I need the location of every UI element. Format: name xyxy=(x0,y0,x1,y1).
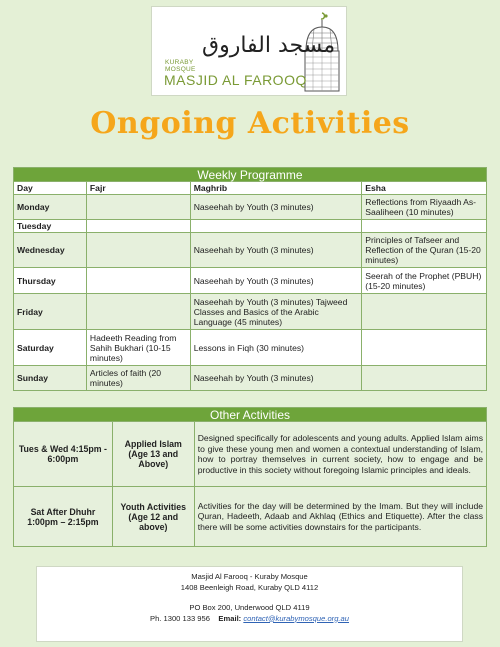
maghrib-cell: Naseehah by Youth (3 minutes) xyxy=(190,268,362,294)
activity-row xyxy=(14,487,487,547)
footer-po-box: PO Box 200, Underwood QLD 4119 xyxy=(189,603,310,612)
fajr-cell xyxy=(86,294,190,330)
footer-street-address: 1408 Beenleigh Road, Kuraby QLD 4112 xyxy=(180,582,319,592)
fajr-cell xyxy=(86,220,190,233)
page-title: Ongoing Activities xyxy=(90,106,410,141)
activity-title-cell: Applied Islam (Age 13 and Above) xyxy=(112,422,194,487)
other-activities-table xyxy=(13,407,487,547)
activity-description-cell: Designed specifically for adolescents and young adults. Applied Islam aims to give these young men and women a contextual understanding of Islam, how to portray themselves in current society, how to engage and be productive in this society without foregoing Islamic principles and ideals. xyxy=(194,422,486,487)
maghrib-cell: Naseehah by Youth (3 minutes) Tajweed Classes and Basics of the Arabic Language (45 minutes) xyxy=(190,294,362,330)
day-cell: Thursday xyxy=(14,268,87,294)
mosque-logo xyxy=(151,6,347,96)
logo-small-text: KURABY MOSQUE xyxy=(165,59,196,73)
column-header-esha: Esha xyxy=(362,182,487,195)
weekly-programme-heading: Weekly Programme xyxy=(14,168,487,182)
fajr-cell xyxy=(86,195,190,220)
logo-arabic-text: مسجد الفاروق xyxy=(202,33,336,58)
table-row xyxy=(14,195,487,220)
day-cell: Monday xyxy=(14,195,87,220)
footer-contact-line xyxy=(37,614,462,625)
day-cell: Wednesday xyxy=(14,233,87,268)
footer-email-link[interactable]: contact@kurabymosque.org.au xyxy=(243,613,349,623)
esha-cell: Seerah of the Prophet (PBUH) (15-20 minutes) xyxy=(362,268,487,294)
fajr-cell xyxy=(86,233,190,268)
weekly-programme-table xyxy=(13,167,487,391)
activity-when-cell: Tues & Wed 4:15pm - 6:00pm xyxy=(14,422,113,487)
column-header-maghrib: Maghrib xyxy=(190,182,362,195)
table-row xyxy=(14,233,487,268)
maghrib-cell xyxy=(190,220,362,233)
esha-cell: Principles of Tafseer and Reflection of the Quran (15-20 minutes) xyxy=(362,233,487,268)
footer-name: Masjid Al Farooq - Kuraby Mosque xyxy=(191,572,308,581)
footer-phone: Ph. 1300 133 956 xyxy=(150,613,210,623)
esha-cell: Reflections from Riyaadh As-Saaliheen (10 minutes) xyxy=(362,195,487,220)
logo-english-text: MASJID AL FAROOQ xyxy=(164,72,307,88)
day-cell: Saturday xyxy=(14,330,87,366)
maghrib-cell: Lessons in Fiqh (30 minutes) xyxy=(190,330,362,366)
table-row xyxy=(14,294,487,330)
table-row xyxy=(14,366,487,391)
fajr-cell: Articles of faith (20 minutes) xyxy=(86,366,190,391)
column-header-fajr: Fajr xyxy=(86,182,190,195)
day-cell: Friday xyxy=(14,294,87,330)
maghrib-cell: Naseehah by Youth (3 minutes) xyxy=(190,233,362,268)
other-activities-heading: Other Activities xyxy=(14,408,487,422)
activity-row xyxy=(14,422,487,487)
esha-cell xyxy=(362,294,487,330)
contact-footer xyxy=(36,566,463,642)
esha-cell xyxy=(362,220,487,233)
footer-email-label: Email: xyxy=(218,613,242,623)
fajr-cell xyxy=(86,268,190,294)
day-cell: Tuesday xyxy=(14,220,87,233)
esha-cell xyxy=(362,330,487,366)
maghrib-cell: Naseehah by Youth (3 minutes) xyxy=(190,195,362,220)
fajr-cell: Hadeeth Reading from Sahih Bukhari (10-15 minutes) xyxy=(86,330,190,366)
table-row xyxy=(14,268,487,294)
maghrib-cell: Naseehah by Youth (3 minutes) xyxy=(190,366,362,391)
activity-title-cell: Youth Activities (Age 12 and above) xyxy=(112,487,194,547)
activity-when-cell: Sat After Dhuhr 1:00pm – 2:15pm xyxy=(14,487,113,547)
table-row xyxy=(14,330,487,366)
activity-description-cell: Activities for the day will be determined by the Imam. But they will include Quran, Hadeeth, Adaab and Akhlaq (Ethics and Etiquette). After the class there will be some activities downstairs for the participants. xyxy=(194,487,486,547)
table-row xyxy=(14,220,487,233)
column-header-day: Day xyxy=(14,182,87,195)
esha-cell xyxy=(362,366,487,391)
day-cell: Sunday xyxy=(14,366,87,391)
